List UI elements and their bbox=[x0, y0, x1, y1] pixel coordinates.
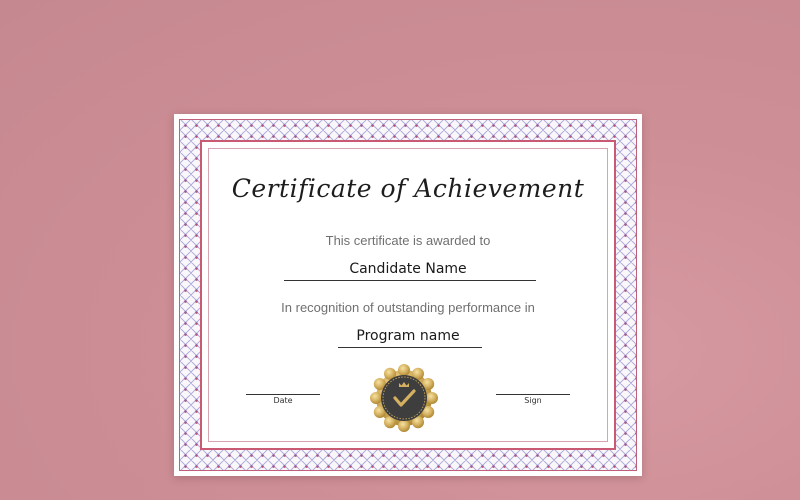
date-signature-line bbox=[246, 394, 320, 395]
candidate-name-underline bbox=[284, 280, 536, 281]
sign-signature-line bbox=[496, 394, 570, 395]
check-badge-seal-icon bbox=[368, 362, 440, 434]
recognition-text: In recognition of outstanding performance in bbox=[281, 300, 535, 315]
certificate-card bbox=[174, 114, 642, 476]
program-name: Program name bbox=[356, 328, 460, 344]
certificate-title: Certificate of Achievement bbox=[231, 174, 585, 203]
sign-label: Sign bbox=[524, 396, 542, 405]
date-label: Date bbox=[273, 396, 293, 405]
program-name-underline bbox=[338, 347, 482, 348]
awarded-text: This certificate is awarded to bbox=[325, 233, 491, 248]
candidate-name: Candidate Name bbox=[349, 261, 467, 277]
